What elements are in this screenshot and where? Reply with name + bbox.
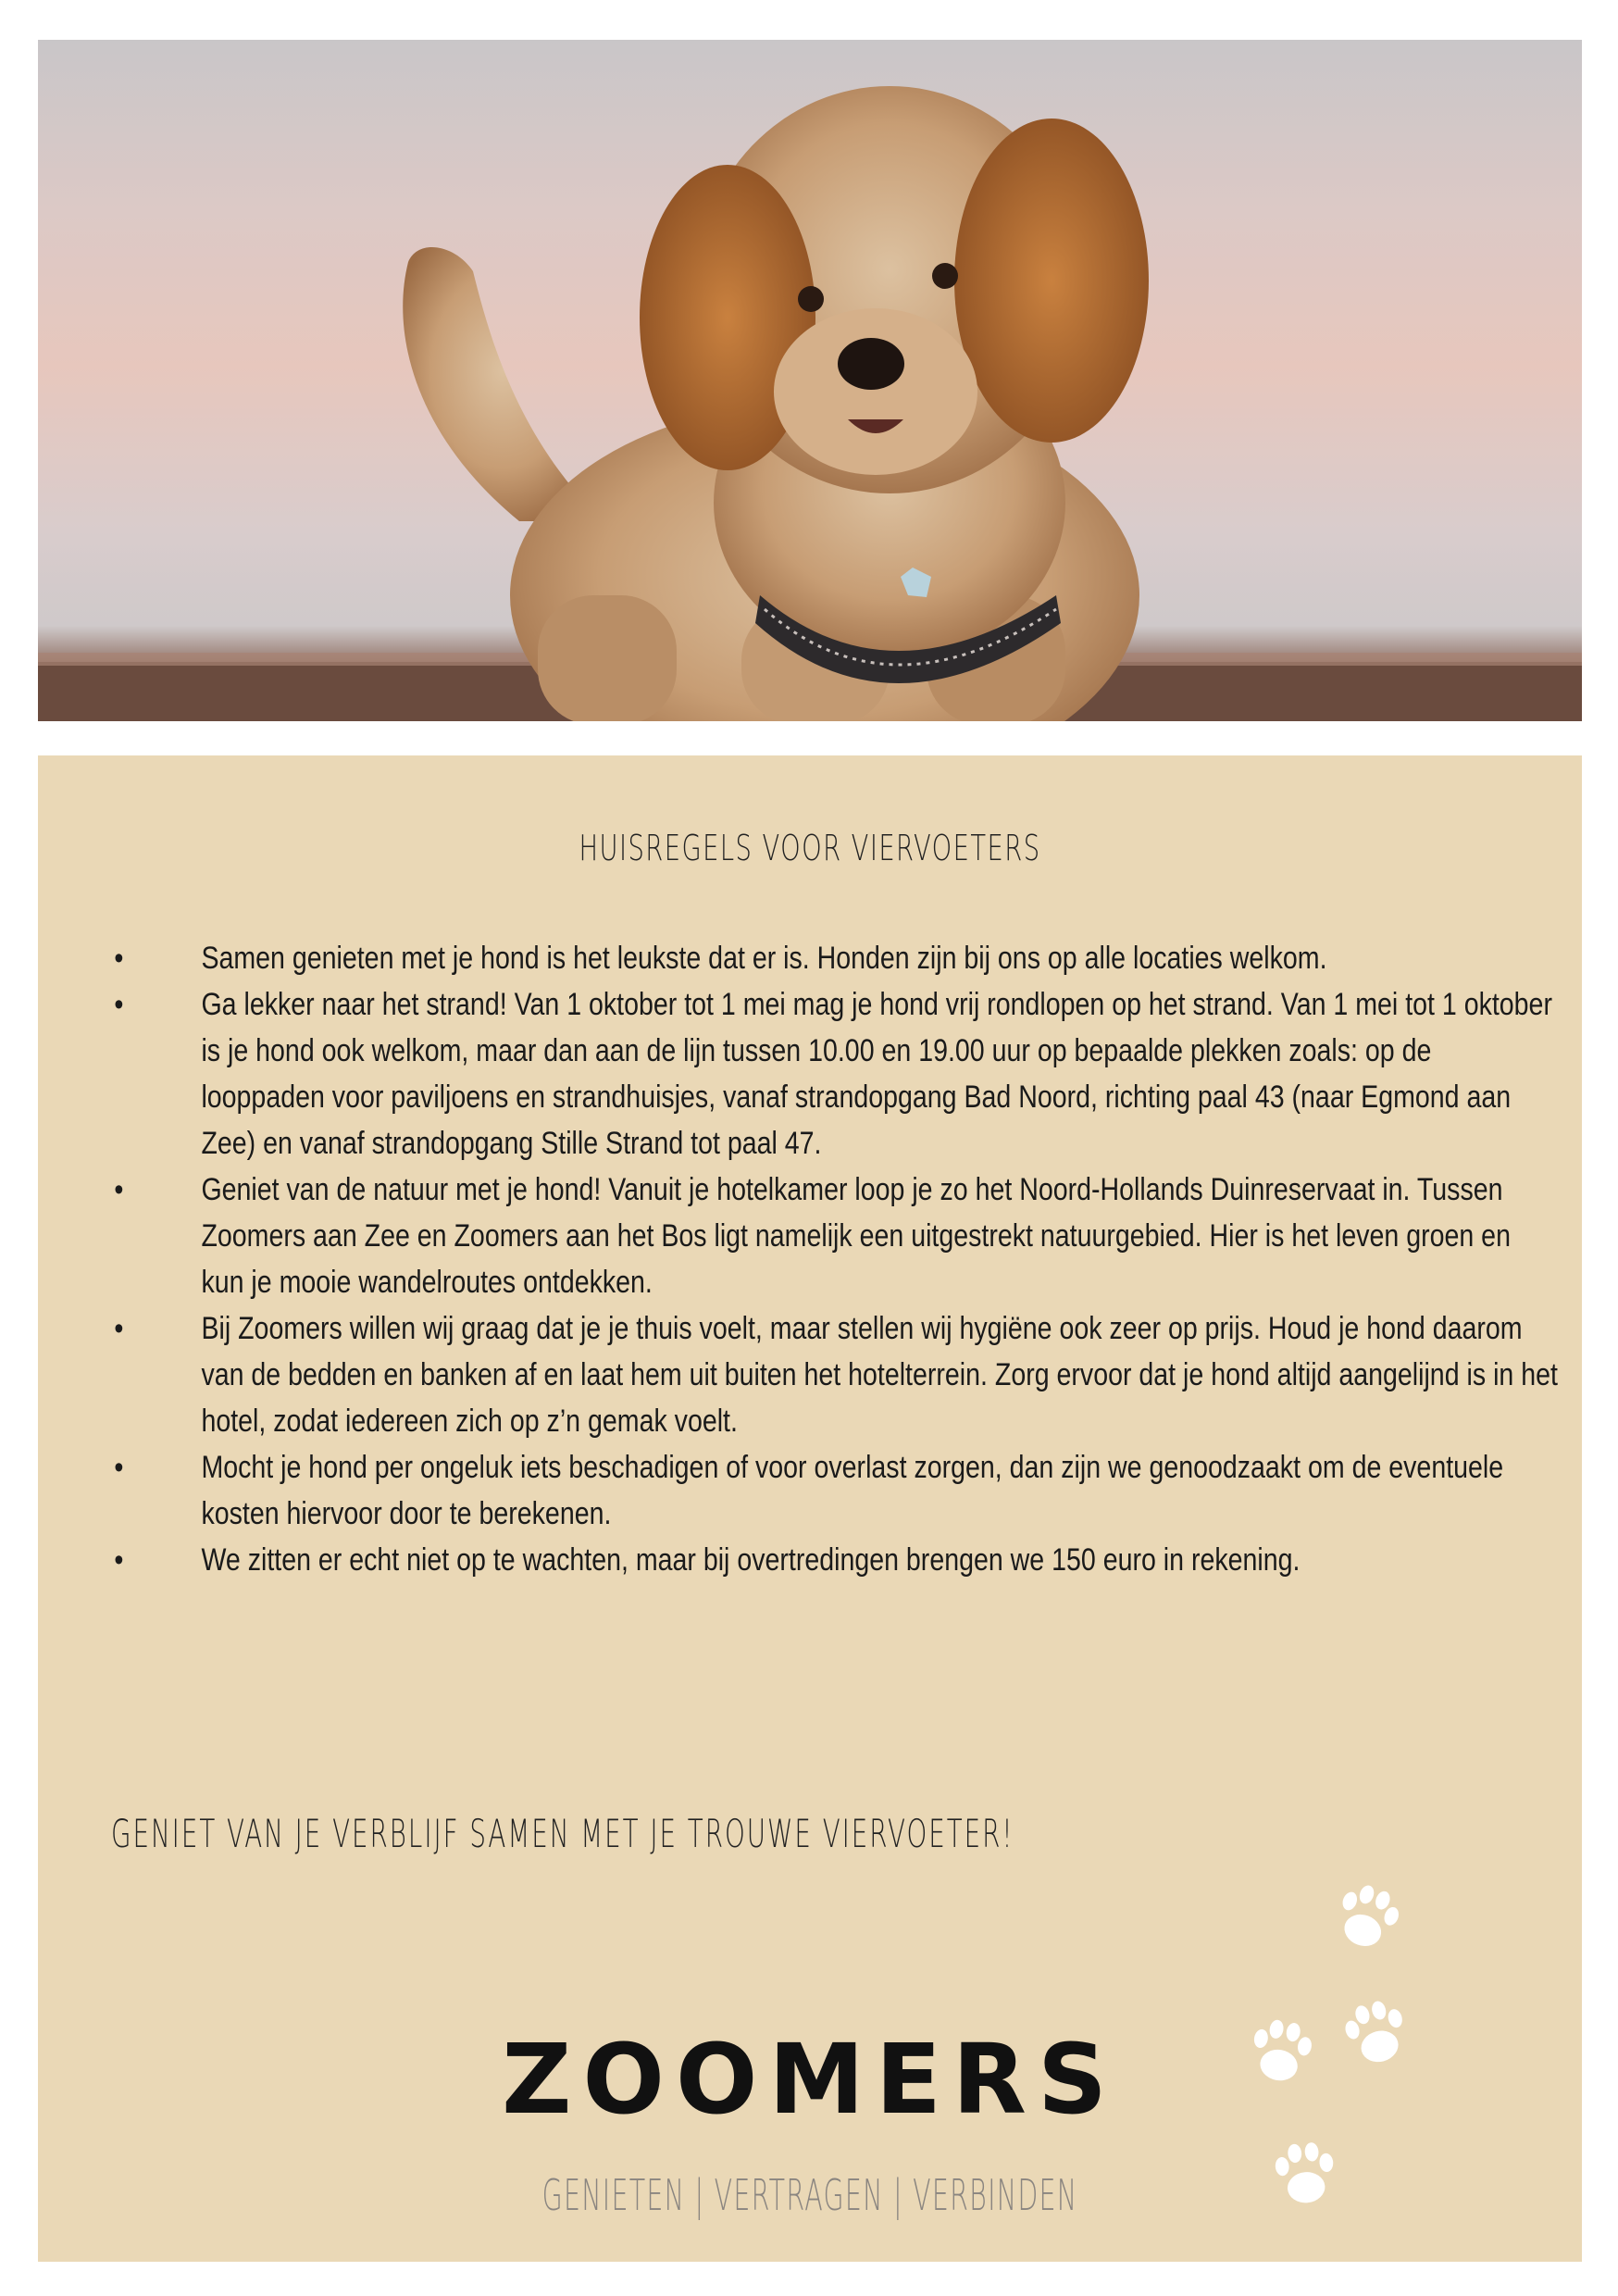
list-item [111, 1305, 1561, 1444]
card-heading: HUISREGELS VOOR VIERVOETERS [579, 828, 1041, 868]
paw-print-icon [1325, 1876, 1410, 1961]
rule-text: Samen genieten met je hond is het leukste dat er is. Honden zijn bij ons op alle locaties welkom. [201, 941, 1327, 976]
bullet-icon: • [114, 1311, 124, 1346]
slogan: GENIETEN | VERTRAGEN | VERBINDEN [541, 2170, 1078, 2220]
list-item [111, 1167, 1561, 1305]
bullet-icon: • [114, 987, 124, 1022]
bullet-icon: • [114, 1172, 124, 1207]
hero-photo [38, 40, 1582, 721]
rule-text: Bij Zoomers willen wij graag dat je je thuis voelt, maar stellen wij hygiëne ook zeer op prijs. Houd je hond daarom van de bedden en banken af en laat hem uit buiten het hotelterrein. Zorg ervoor dat je hond altijd aangelijnd is in het hotel, zodat iedereen zich op z’n gemak voelt. [201, 1311, 1558, 1439]
rule-text: Ga lekker naar het strand! Van 1 oktober tot 1 mei mag je hond vrij rondlopen op het strand. Van 1 mei tot 1 oktober is je hond ook welkom, maar dan aan de lijn tussen 10.00 en 19.00 uur op bepaalde plekken zoals: op de looppaden voor paviljoens en strandhuisjes, vanaf strandopgang Bad Noord, richting paal 43 (naar Egmond aan Zee) en vanaf strandopgang Stille Strand tot paal 47. [201, 987, 1552, 1161]
rule-text: Geniet van de natuur met je hond! Vanuit je hotelkamer loop je zo het Noord-Hollands Duinreservaat in. Tussen Zoomers aan Zee en Zoomers aan het Bos ligt namelijk een uitgestrekt natuurgebied. Hier is het leven groen en kun je mooie wandelroutes ontdekken. [201, 1172, 1511, 1300]
list-item [111, 981, 1561, 1167]
bullet-icon: • [114, 1542, 124, 1578]
tagline: GENIET VAN JE VERBLIJF SAMEN MET JE TROUWE VIERVOETER! [111, 1811, 1014, 1856]
dog-illustration [38, 40, 1582, 721]
list-item [111, 935, 1561, 981]
bullet-icon: • [114, 941, 124, 976]
house-rules-card [38, 755, 1582, 2262]
rules-list [111, 935, 1558, 1583]
rule-text: Mocht je hond per ongeluk iets beschadigen of voor overlast zorgen, dan zijn we genoodzaakt om de eventuele kosten hiervoor door te berekenen. [201, 1450, 1504, 1531]
bullet-icon: • [114, 1450, 124, 1485]
list-item [111, 1444, 1561, 1537]
list-item [111, 1537, 1561, 1583]
logo-text: ZOOMERS [502, 2023, 1118, 2136]
rule-text: We zitten er echt niet op te wachten, maar bij overtredingen brengen we 150 euro in rekening. [201, 1542, 1301, 1578]
zoomers-logo [38, 2024, 1582, 2135]
